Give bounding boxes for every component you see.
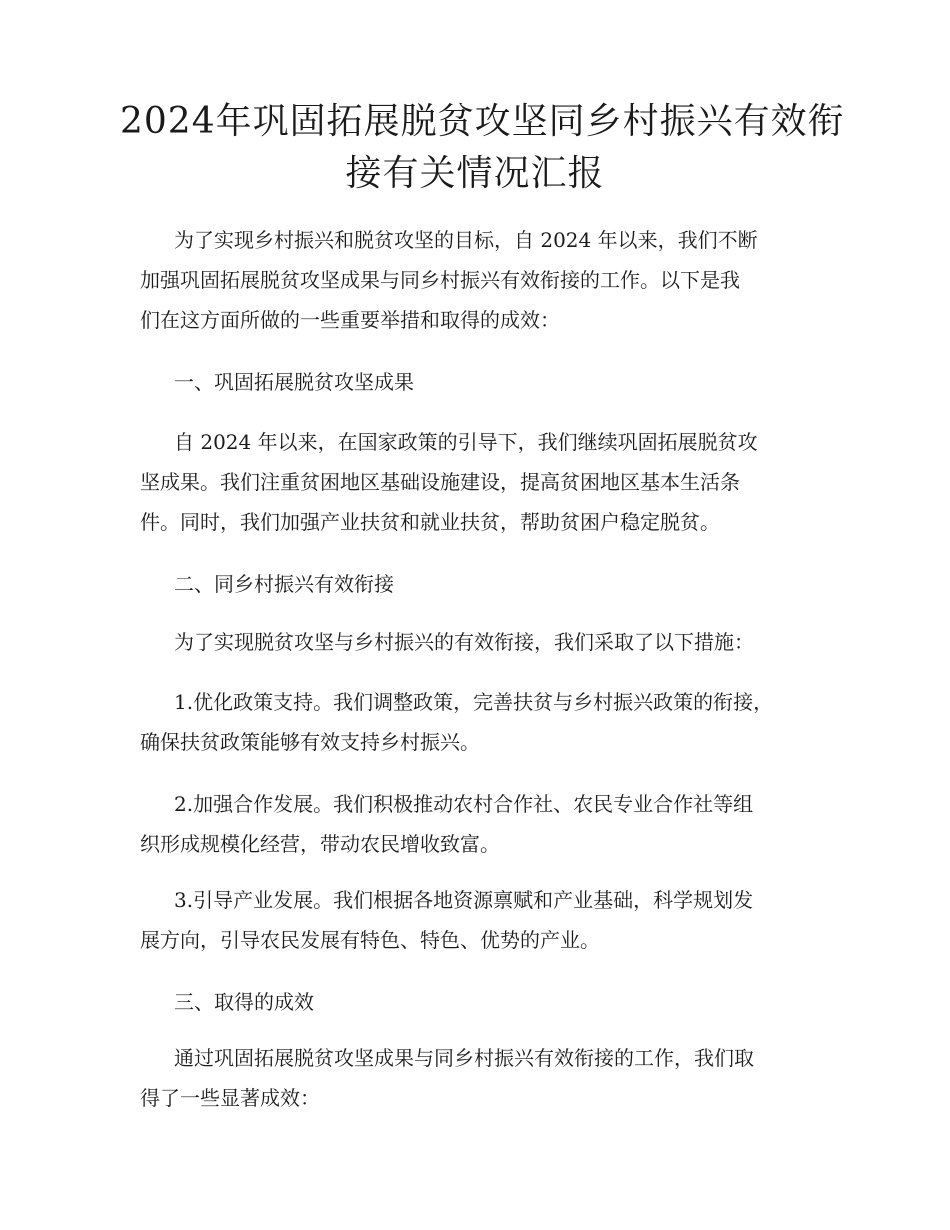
paragraph-line: 3.引导产业发展。我们根据各地资源禀赋和产业基础，科学规划发 xyxy=(174,888,754,912)
paragraph-line: 得了一些显著成效： xyxy=(140,1086,320,1110)
paragraph-line: 加强巩固拓展脱贫攻坚成果与同乡村振兴有效衔接的工作。以下是我 xyxy=(140,268,740,292)
section-heading-3 xyxy=(140,982,820,1022)
section-2-intro xyxy=(140,622,820,662)
paragraph-line: 自 2024 年以来，在国家政策的引导下，我们继续巩固拓展脱贫攻 xyxy=(174,430,758,454)
section-heading-1 xyxy=(140,362,820,402)
title-line-1: 2024年巩固拓展脱贫攻坚同乡村振兴有效衔 xyxy=(120,101,845,142)
paragraph-line: 为了实现脱贫攻坚与乡村振兴的有效衔接，我们采取了以下措施： xyxy=(174,630,754,654)
measure-2-paragraph xyxy=(140,784,820,864)
measure-3-paragraph xyxy=(140,880,820,960)
document-title xyxy=(120,96,845,200)
paragraph-line: 展方向，引导农民发展有特色、特色、优势的产业。 xyxy=(140,928,600,952)
section-3-paragraph xyxy=(140,1038,820,1118)
intro-paragraph xyxy=(140,220,820,340)
section-heading-2 xyxy=(140,564,820,604)
paragraph-line: 坚成果。我们注重贫困地区基础设施建设，提高贫困地区基本生活条 xyxy=(140,470,740,494)
paragraph-line: 通过巩固拓展脱贫攻坚成果与同乡村振兴有效衔接的工作，我们取 xyxy=(174,1046,754,1070)
measure-1-paragraph xyxy=(140,682,820,762)
heading-line: 一、巩固拓展脱贫攻坚成果 xyxy=(174,370,414,394)
paragraph-line: 为了实现乡村振兴和脱贫攻坚的目标，自 2024 年以来，我们不断 xyxy=(174,228,758,252)
paragraph-line: 确保扶贫政策能够有效支持乡村振兴。 xyxy=(140,730,480,754)
paragraph-line: 件。同时，我们加强产业扶贫和就业扶贫，帮助贫困户稳定脱贫。 xyxy=(140,510,720,534)
paragraph-line: 1.优化政策支持。我们调整政策，完善扶贫与乡村振兴政策的衔接， xyxy=(174,690,774,714)
section-1-paragraph xyxy=(140,422,820,542)
paragraph-line: 织形成规模化经营，带动农民增收致富。 xyxy=(140,832,500,856)
heading-line: 二、同乡村振兴有效衔接 xyxy=(174,572,394,596)
heading-line: 三、取得的成效 xyxy=(174,990,314,1014)
title-line-2: 接有关情况汇报 xyxy=(345,153,605,194)
paragraph-line: 们在这方面所做的一些重要举措和取得的成效： xyxy=(140,308,560,332)
paragraph-line: 2.加强合作发展。我们积极推动农村合作社、农民专业合作社等组 xyxy=(174,792,754,816)
